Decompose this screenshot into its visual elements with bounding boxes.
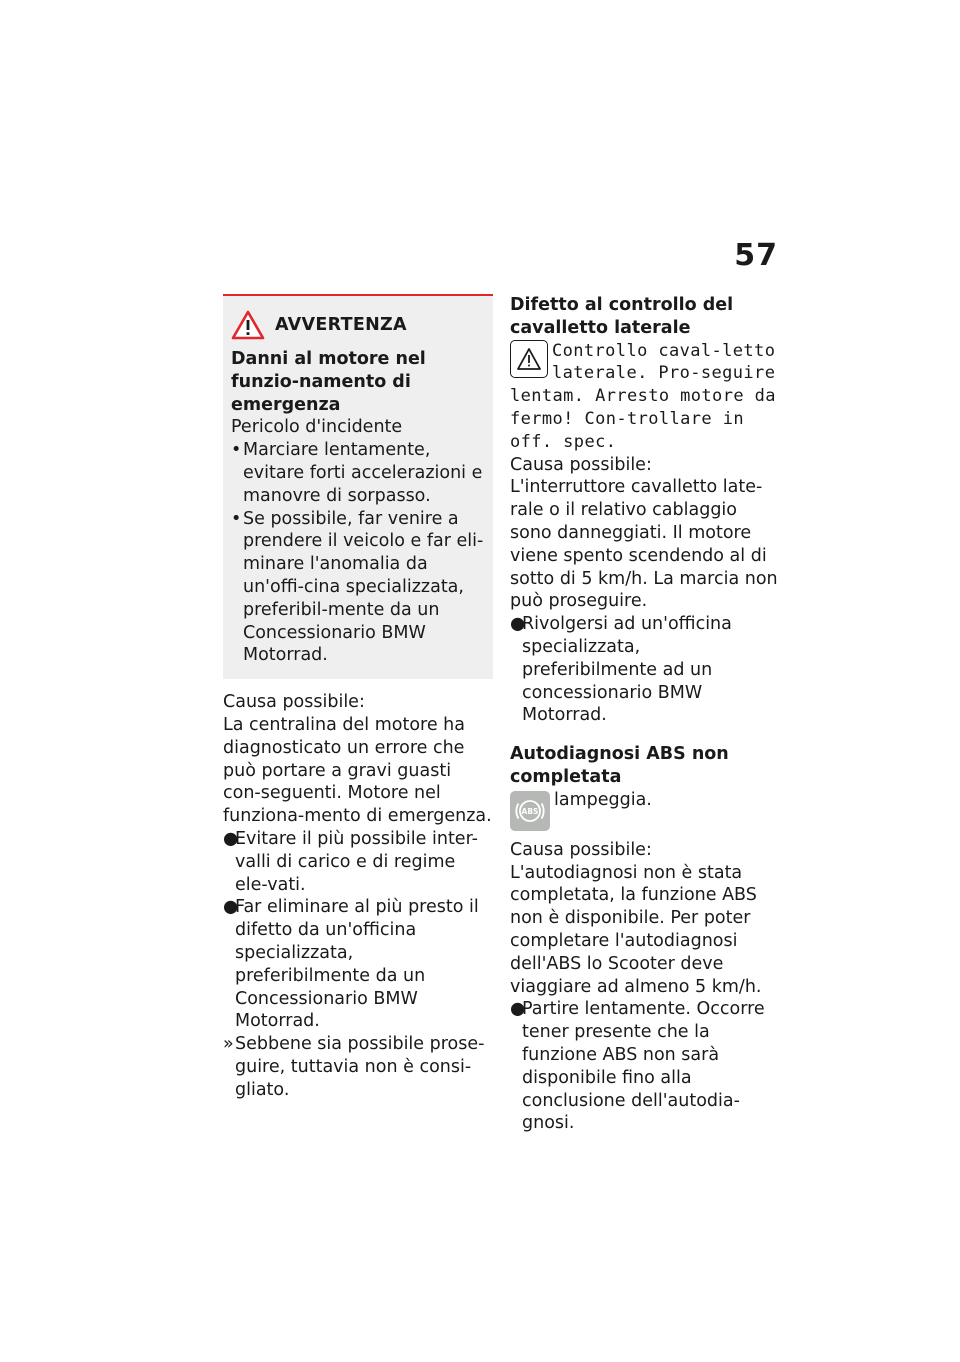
sidestand-display-text: Controllo caval-letto laterale. Pro-seguire lentam. Arresto motore da fermo! Con-trollare in off. spec. xyxy=(510,340,776,452)
abs-icon-label: ABS xyxy=(521,806,539,816)
abs-heading: Autodiagnosi ABS non completata xyxy=(510,744,729,787)
left-cause-list xyxy=(223,828,493,1102)
warning-heading: Danni al motore nel funzio-namento di emergenza xyxy=(231,349,426,415)
warning-risk: Pericolo d'incidente xyxy=(231,417,403,438)
list-item-text: Far eliminare al più presto il difetto da un'officina specializzata, preferibilmente da un Concessionario BMW Motorrad. xyxy=(235,897,479,1032)
list-item-text: Evitare il più possibile inter-valli di carico e di regime ele-vati. xyxy=(235,828,478,895)
bullet-icon: ● xyxy=(510,999,526,1020)
list-item-text: Se possibile, far venire a prendere il veicolo e far eli-minare l'anomalia da un'offi-cina specializzata, preferibil-mente da un Concessionario BMW Motorrad. xyxy=(243,508,484,666)
sidestand-display xyxy=(510,340,780,454)
result-arrow-icon: » xyxy=(223,1034,234,1055)
page-number: 57 xyxy=(734,238,778,273)
list-item xyxy=(231,508,487,668)
warning-triangle-icon xyxy=(231,310,265,340)
list-item-text: Marciare lentamente, evitare forti accelerazioni e manovre di sorpasso. xyxy=(243,440,483,506)
abs-status-row xyxy=(510,789,780,839)
bullet-icon: • xyxy=(231,508,242,529)
bullet-icon: ● xyxy=(510,614,526,635)
left-cause-label: Causa possibile: xyxy=(223,692,365,713)
list-item-text: Rivolgersi ad un'officina specializzata, preferibilmente ad un concessionario BMW Motorrad. xyxy=(522,614,732,726)
right-column xyxy=(510,294,780,1135)
left-cause-text: La centralina del motore ha diagnosticato un errore che può portare a gravi guasti con-seguenti. Motore nel funziona-mento di emergenza. xyxy=(223,714,492,827)
abs-cause-label: Causa possibile: xyxy=(510,839,652,860)
list-item xyxy=(223,828,493,896)
list-item xyxy=(231,439,487,507)
sidestand-list xyxy=(510,613,780,727)
general-warning-icon xyxy=(510,340,548,378)
bullet-icon: • xyxy=(231,440,242,461)
warning-header xyxy=(231,310,487,340)
list-item xyxy=(510,613,780,727)
sidestand-heading: Difetto al controllo del cavalletto laterale xyxy=(510,295,734,338)
warning-list xyxy=(231,439,487,667)
sidestand-cause-label: Causa possibile: xyxy=(510,454,652,475)
bullet-icon: ● xyxy=(223,828,239,849)
abs-status-text: lampeggia. xyxy=(554,789,652,810)
bullet-icon: ● xyxy=(223,897,239,918)
list-item-text: Partire lentamente. Occorre tener presente che la funzione ABS non sarà disponibile fino alla conclusione dell'autodia-gnosi. xyxy=(522,999,765,1134)
result-text: Sebbene sia possibile prose-guire, tuttavia non è consi-gliato. xyxy=(235,1034,485,1100)
list-item xyxy=(510,998,780,1135)
warning-box xyxy=(223,294,493,679)
list-item xyxy=(223,896,493,1033)
sidestand-cause-text: L'interruttore cavalletto late-rale o il relativo cablaggio sono danneggiati. Il motore viene spento scendendo al di sotto di 5 km/h. La marcia non può proseguire. xyxy=(510,477,778,612)
left-column xyxy=(223,294,493,1102)
result-item xyxy=(223,1033,493,1101)
abs-warning-icon xyxy=(510,791,550,831)
abs-list xyxy=(510,998,780,1135)
abs-cause-text: L'autodiagnosi non è stata completata, la funzione ABS non è disponibile. Per poter completare l'autodiagnosi dell'ABS lo Scooter deve viaggiare ad almeno 5 km/h. xyxy=(510,862,762,997)
warning-title: AVVERTENZA xyxy=(275,315,407,335)
